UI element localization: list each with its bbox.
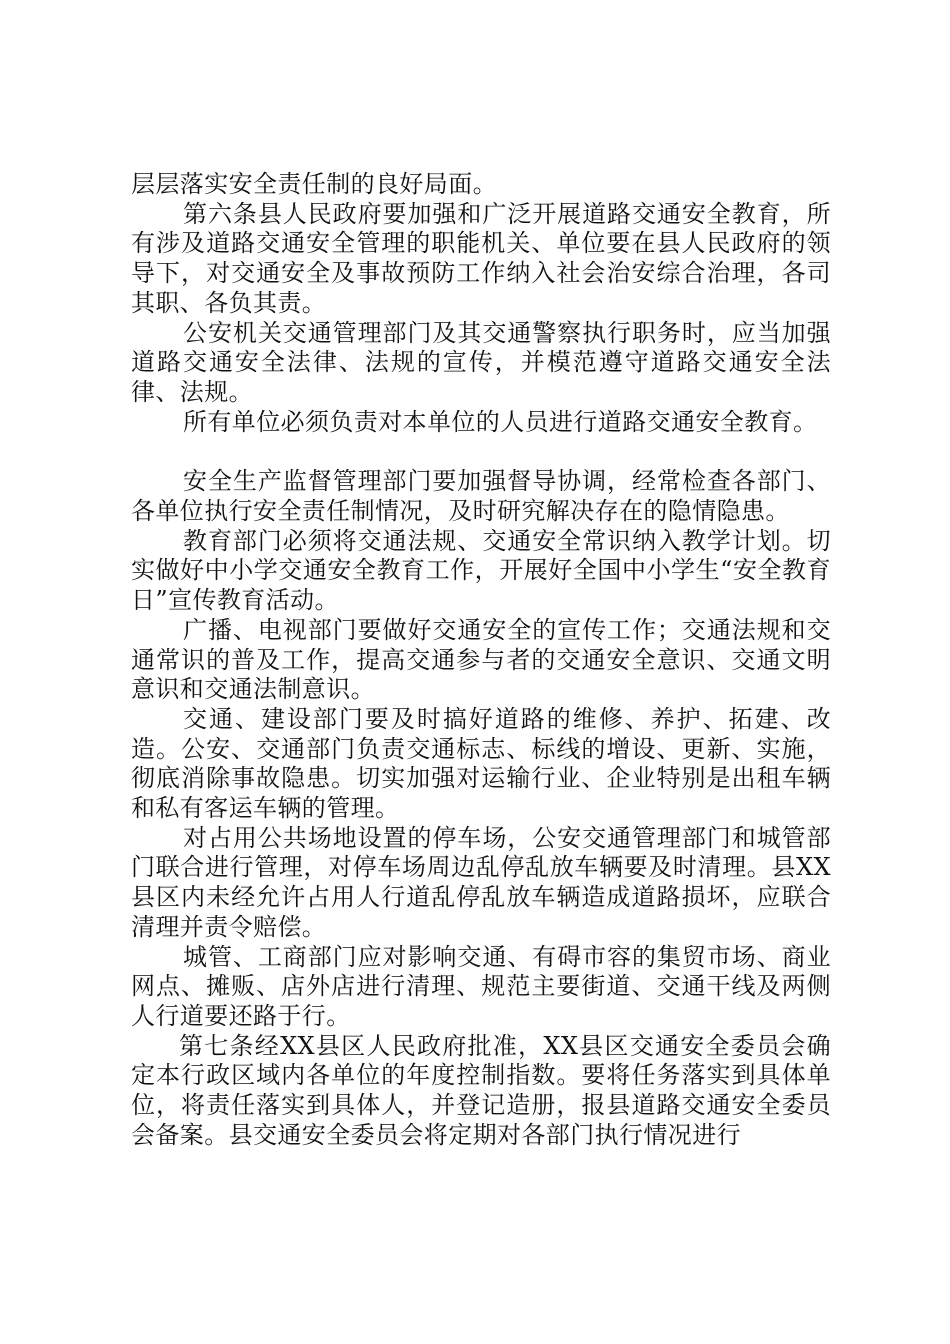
paragraph-1: 层层落实安全责任制的良好局面。 — [131, 170, 497, 198]
paragraph-transport-construction: 交通、建设部门要及时搞好道路的维修、养护、拓建、改造。公安、交通部门负责交通标志、标线的增设、更新、实施，彻底消除事故隐患。切实加强对运输行业、企业特别是出租车辆和私有客运车辆的管理。 — [131, 704, 831, 823]
paragraph-education: 教育部门必须将交通法规、交通安全常识纳入教学计划。切实做好中小学交通安全教育工作，开展好全国中小学生“安全教育日”宣传教育活动。 — [131, 526, 831, 615]
paragraph-urban-management: 城管、工商部门应对影响交通、有碍市容的集贸市场、商业网点、摊贩、店外店进行清理、规范主要街道、交通干线及两侧人行道要还路于行。 — [131, 942, 831, 1030]
paragraph-all-units: 所有单位必须负责对本单位的人员进行道路交通安全教育。 — [183, 407, 818, 436]
paragraph-broadcast: 广播、电视部门要做好交通安全的宣传工作；交通法规和交通常识的普及工作，提高交通参与者的交通安全意识、交通文明意识和交通法制意识。 — [131, 615, 831, 704]
paragraph-article-7: 第七条经XX县区人民政府批准，XX县区交通安全委员会确定本行政区域内各单位的年度控制指数。要将任务落实到具体单位，将责任落实到具体人，并登记造册，报县道路交通安全委员会备案。县交通安全委员会将定期对各部门执行情况进行 — [131, 1031, 831, 1149]
document-body — [131, 170, 831, 1151]
paragraph-parking: 对占用公共场地设置的停车场，公安交通管理部门和城管部门联合进行管理，对停车场周边乱停乱放车辆要及时清理。县XX县区内未经允许占用人行道乱停乱放车辆造成道路损坏，应联合清理并责令赔偿。 — [131, 823, 831, 941]
paragraph-article-6: 第六条县人民政府要加强和广泛开展道路交通安全教育，所有涉及道路交通安全管理的职能机关、单位要在县人民政府的领导下，对交通安全及事故预防工作纳入社会治安综合治理，各司其职、各负其责。 — [131, 199, 831, 317]
paragraph-public-security: 公安机关交通管理部门及其交通警察执行职务时，应当加强道路交通安全法律、法规的宣传，并模范遵守道路交通安全法律、法规。 — [131, 318, 831, 406]
paragraph-safety-supervision: 安全生产监督管理部门要加强督导协调，经常检查各部门、各单位执行安全责任制情况，及时研究解决存在的隐情隐患。 — [131, 467, 831, 526]
